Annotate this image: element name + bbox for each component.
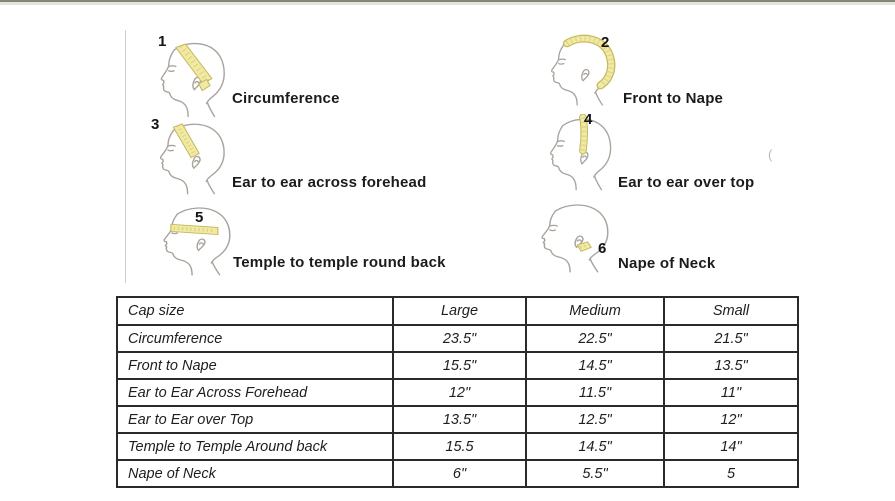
value-small: 12"	[664, 406, 798, 433]
value-small: 5	[664, 460, 798, 487]
row-label: Ear to Ear over Top	[117, 406, 393, 433]
label-circumference: Circumference	[232, 90, 340, 107]
label-ear-to-ear-forehead: Ear to ear across forehead	[232, 174, 427, 191]
measuring-tape-circumference-icon	[176, 44, 212, 91]
row-label: Temple to Temple Around back	[117, 433, 393, 460]
cap-size-table	[116, 296, 799, 488]
value-large: 23.5"	[393, 325, 526, 352]
top-border-shade	[0, 2, 895, 5]
head-profile-icon	[147, 203, 239, 278]
table-header-row	[117, 297, 798, 325]
figure-number-2: 2	[601, 34, 610, 51]
head-figure-temple-to-temple	[147, 203, 239, 278]
scan-artifact-mark: (	[768, 147, 773, 162]
value-large: 12"	[393, 379, 526, 406]
table-row-front-to-nape	[117, 352, 798, 379]
row-label: Front to Nape	[117, 352, 393, 379]
value-small: 21.5"	[664, 325, 798, 352]
value-medium: 5.5"	[526, 460, 664, 487]
value-medium: 12.5"	[526, 406, 664, 433]
head-profile-icon	[535, 114, 619, 193]
head-figure-circumference	[145, 38, 233, 120]
measuring-tape-ear-to-ear-forehead-icon	[173, 124, 199, 158]
figure-number-5: 5	[195, 209, 204, 226]
value-small: 14"	[664, 433, 798, 460]
row-label: Circumference	[117, 325, 393, 352]
value-small: 11"	[664, 379, 798, 406]
figure-number-1: 1	[158, 33, 167, 50]
header-large: Large	[393, 297, 526, 325]
row-label: Nape of Neck	[117, 460, 393, 487]
value-medium: 14.5"	[526, 352, 664, 379]
table-row-ear-to-ear-top	[117, 406, 798, 433]
header-small: Small	[664, 297, 798, 325]
label-front-to-nape: Front to Nape	[623, 90, 724, 107]
table-row-circumference	[117, 325, 798, 352]
head-profile-icon	[525, 200, 617, 275]
table-row-temple-to-temple	[117, 433, 798, 460]
value-large: 15.5	[393, 433, 526, 460]
label-ear-to-ear-top: Ear to ear over top	[618, 174, 755, 191]
table-row-nape-of-neck	[117, 460, 798, 487]
head-profile-icon	[145, 38, 233, 120]
head-figure-nape-of-neck	[525, 200, 617, 275]
label-temple-to-temple: Temple to temple round back	[233, 254, 446, 271]
figure-number-4: 4	[584, 111, 593, 128]
value-large: 6"	[393, 460, 526, 487]
value-medium: 11.5"	[526, 379, 664, 406]
value-small: 13.5"	[664, 352, 798, 379]
figure-number-6: 6	[598, 240, 607, 257]
header-cap-size: Cap size	[117, 297, 393, 325]
value-medium: 22.5"	[526, 325, 664, 352]
header-medium: Medium	[526, 297, 664, 325]
value-large: 13.5"	[393, 406, 526, 433]
scan-edge-line	[125, 30, 126, 283]
value-medium: 14.5"	[526, 433, 664, 460]
row-label: Ear to Ear Across Forehead	[117, 379, 393, 406]
label-nape-of-neck: Nape of Neck	[618, 255, 716, 272]
figure-number-3: 3	[151, 116, 160, 133]
head-figure-ear-to-ear-top	[535, 114, 619, 193]
value-large: 15.5"	[393, 352, 526, 379]
table-row-ear-to-ear-forehead	[117, 379, 798, 406]
measuring-tape-nape-icon	[577, 242, 591, 251]
